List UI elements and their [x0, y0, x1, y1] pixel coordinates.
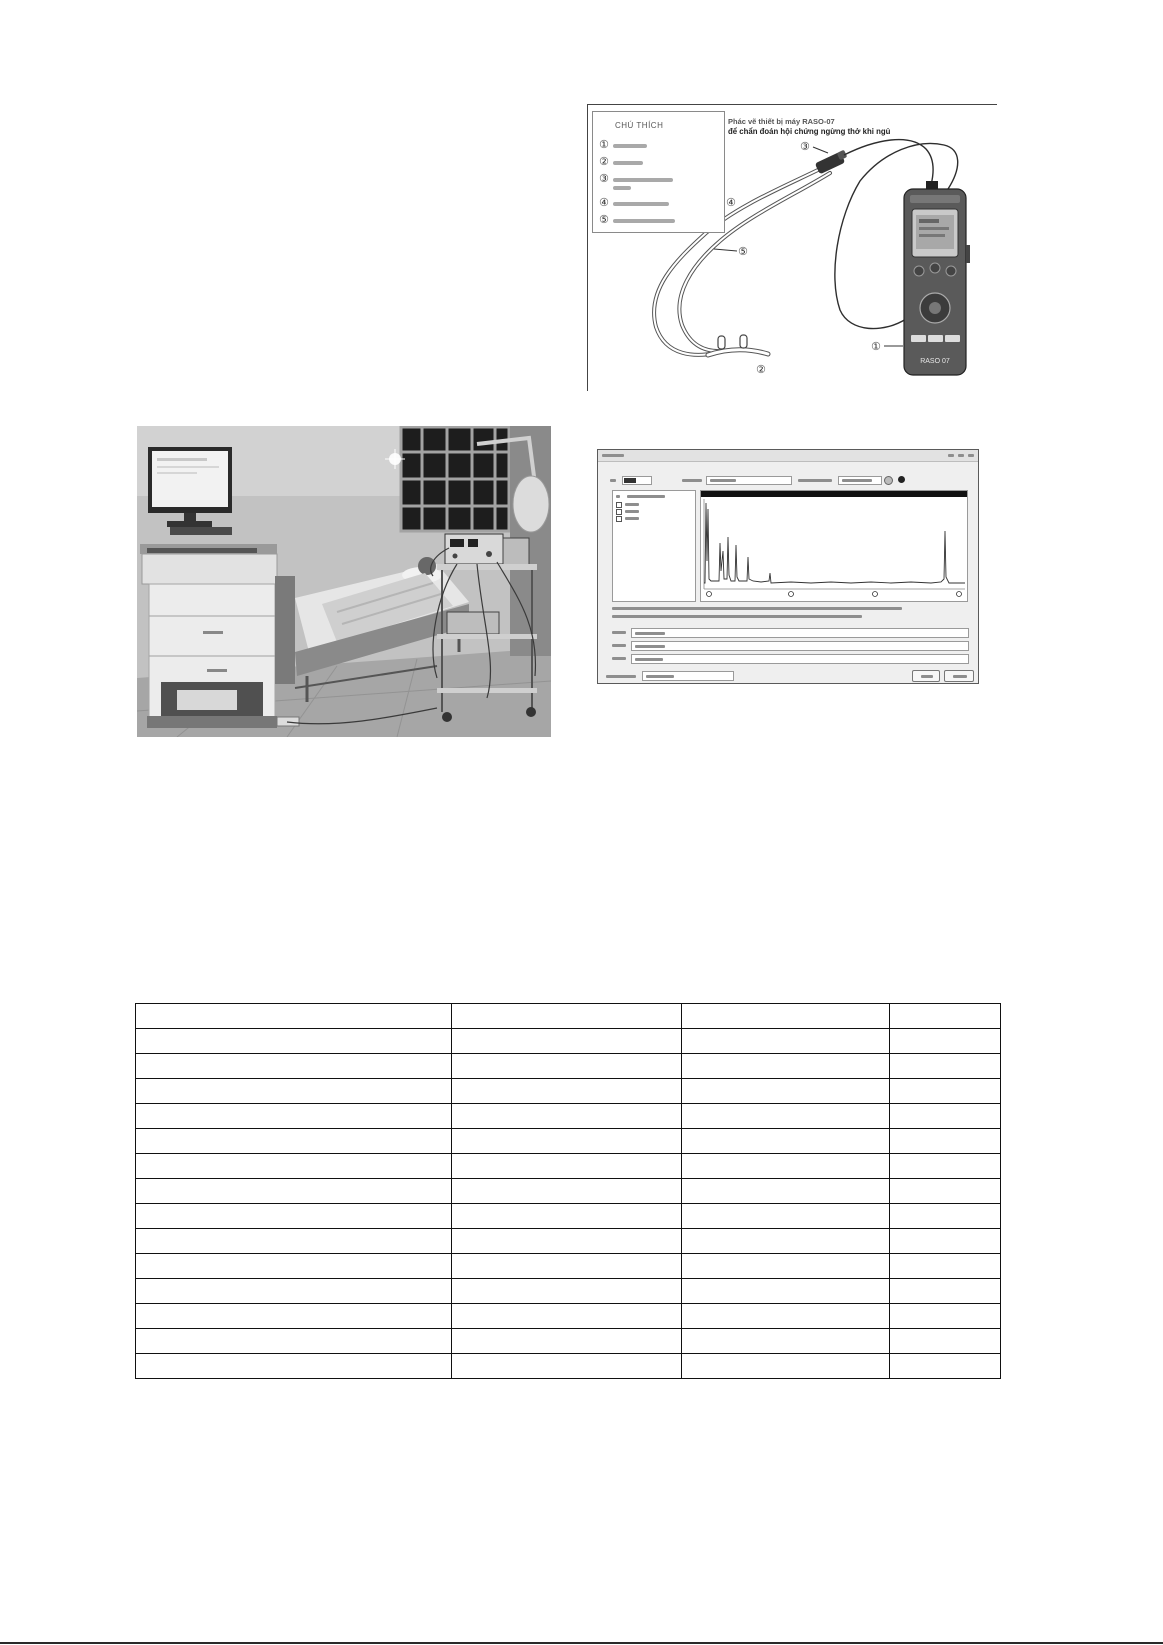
callout-tube-lower: ⑤	[738, 245, 748, 258]
table-cell	[136, 1004, 452, 1029]
save-button	[912, 670, 940, 682]
note-field-3	[631, 654, 969, 664]
illegible-text	[613, 178, 673, 182]
table-row	[136, 1004, 1001, 1029]
diagnosis-dropdown	[642, 671, 734, 681]
table-row	[136, 1179, 1001, 1204]
table-row	[136, 1029, 1001, 1054]
recorder-device	[904, 181, 970, 375]
signal-trace	[704, 503, 965, 583]
data-table-body	[136, 1004, 1001, 1379]
table-row	[136, 1154, 1001, 1179]
table-cell	[890, 1104, 1001, 1129]
analysis-software-screenshot	[597, 449, 979, 684]
table-cell	[890, 1254, 1001, 1279]
table-cell	[452, 1204, 682, 1229]
diagram-legend	[592, 111, 725, 233]
illegible-text	[616, 495, 620, 498]
illegible-text	[606, 675, 636, 678]
table-cell	[452, 1229, 682, 1254]
table-cell	[452, 1329, 682, 1354]
table-row	[136, 1354, 1001, 1379]
table-row	[136, 1279, 1001, 1304]
table-cell	[136, 1329, 452, 1354]
note-field-1	[631, 628, 969, 638]
table-cell	[890, 1329, 1001, 1354]
table-cell	[890, 1229, 1001, 1254]
duration-field	[838, 476, 882, 485]
legend-number: ①	[599, 138, 609, 151]
patient-field	[706, 476, 792, 485]
table-cell	[890, 1004, 1001, 1029]
table-cell	[682, 1254, 890, 1279]
illegible-text	[613, 219, 675, 223]
illegible-text	[627, 495, 665, 498]
table-row	[136, 1054, 1001, 1079]
table-cell	[682, 1079, 890, 1104]
table-row	[136, 1079, 1001, 1104]
channel-checkbox	[616, 509, 622, 515]
illegible-text	[612, 615, 862, 618]
illegible-text	[610, 479, 616, 482]
illegible-text	[602, 454, 624, 457]
table-cell	[682, 1054, 890, 1079]
table-cell	[682, 1129, 890, 1154]
table-cell	[136, 1354, 452, 1379]
legend-title: CHÚ THÍCH	[615, 121, 664, 130]
table-cell	[682, 1279, 890, 1304]
table-cell	[452, 1029, 682, 1054]
illegible-text	[612, 657, 626, 660]
illegible-text	[625, 517, 639, 520]
table-cell	[452, 1254, 682, 1279]
diagram-title: Phác vẽ thiết bị máy RASO-07	[728, 117, 835, 126]
table-row	[136, 1129, 1001, 1154]
table-cell	[890, 1179, 1001, 1204]
table-cell	[890, 1154, 1001, 1179]
illegible-text	[613, 161, 643, 165]
table-cell	[890, 1279, 1001, 1304]
table-cell	[452, 1304, 682, 1329]
table-cell	[682, 1229, 890, 1254]
illegible-text	[953, 675, 967, 678]
table-row	[136, 1229, 1001, 1254]
tube-connector	[815, 150, 848, 175]
record-number-field	[622, 476, 652, 485]
illegible-text	[613, 202, 669, 206]
illegible-text	[710, 479, 736, 482]
table-cell	[890, 1304, 1001, 1329]
table-cell	[136, 1129, 452, 1154]
table-cell	[890, 1204, 1001, 1229]
callout-prongs: ②	[756, 363, 766, 376]
table-cell	[682, 1004, 890, 1029]
table-cell	[452, 1079, 682, 1104]
table-cell	[682, 1204, 890, 1229]
note-field-2	[631, 641, 969, 651]
callout-connector: ③	[800, 140, 810, 153]
signal-trace-drawing	[701, 491, 967, 601]
table-cell	[136, 1104, 452, 1129]
x-axis-tick-markers	[707, 592, 962, 597]
illegible-text	[613, 186, 631, 190]
illegible-text	[625, 510, 639, 513]
illegible-text	[646, 675, 674, 678]
illegible-text	[612, 644, 626, 647]
table-cell	[136, 1254, 452, 1279]
illegible-text	[625, 503, 639, 506]
table-cell	[136, 1054, 452, 1079]
table-cell	[682, 1329, 890, 1354]
data-table	[135, 1003, 1001, 1379]
table-cell	[682, 1029, 890, 1054]
window-titlebar	[598, 450, 978, 462]
table-row	[136, 1254, 1001, 1279]
illegible-text	[635, 632, 665, 635]
table-cell	[682, 1104, 890, 1129]
exit-button	[944, 670, 974, 682]
illegible-text	[613, 144, 647, 148]
table-cell	[682, 1354, 890, 1379]
minimize-icon	[948, 454, 954, 457]
sleep-study-room-photo	[137, 426, 551, 737]
table-row	[136, 1304, 1001, 1329]
table-cell	[682, 1304, 890, 1329]
table-cell	[452, 1129, 682, 1154]
device-label: RASO 07	[920, 358, 950, 365]
table-cell	[136, 1204, 452, 1229]
table-cell	[452, 1154, 682, 1179]
page-bottom-edge	[0, 1642, 1163, 1644]
table-cell	[890, 1054, 1001, 1079]
illegible-text	[798, 479, 832, 482]
channel-list-panel	[612, 490, 696, 602]
channel-checkbox	[616, 502, 622, 508]
table-cell	[452, 1004, 682, 1029]
callout-tube-upper: ④	[726, 196, 736, 209]
table-cell	[890, 1354, 1001, 1379]
illegible-text	[635, 658, 663, 661]
table-cell	[136, 1079, 452, 1104]
table-row	[136, 1329, 1001, 1354]
illegible-text	[682, 479, 702, 482]
field-content	[624, 478, 636, 483]
table-cell	[890, 1129, 1001, 1154]
option-icon	[884, 476, 893, 485]
nasal-prongs	[718, 335, 747, 349]
legend-number: ②	[599, 155, 609, 168]
table-cell	[136, 1029, 452, 1054]
table-cell	[136, 1154, 452, 1179]
legend-number: ⑤	[599, 213, 609, 226]
record-icon	[898, 476, 905, 483]
table-cell	[682, 1154, 890, 1179]
channel-checkbox	[616, 516, 622, 522]
device-diagram-figure	[587, 104, 997, 391]
table-cell	[890, 1079, 1001, 1104]
table-cell	[452, 1054, 682, 1079]
table-row	[136, 1104, 1001, 1129]
callout-device: ①	[871, 340, 881, 353]
maximize-icon	[958, 454, 964, 457]
table-cell	[890, 1029, 1001, 1054]
photo-drawing	[137, 426, 551, 737]
legend-number: ③	[599, 172, 609, 185]
table-cell	[136, 1179, 452, 1204]
table-cell	[136, 1229, 452, 1254]
table-cell	[452, 1104, 682, 1129]
illegible-text	[921, 675, 933, 678]
table-cell	[682, 1179, 890, 1204]
table-cell	[452, 1354, 682, 1379]
table-cell	[136, 1279, 452, 1304]
diagram-subtitle: để chẩn đoán hội chứng ngừng thở khi ngủ	[728, 127, 891, 136]
illegible-text	[842, 479, 872, 482]
signal-chart-panel	[700, 490, 968, 602]
table-cell	[136, 1304, 452, 1329]
illegible-text	[612, 631, 626, 634]
chart-header-band	[701, 491, 967, 497]
table-cell	[452, 1179, 682, 1204]
legend-number: ④	[599, 196, 609, 209]
close-icon	[968, 454, 974, 457]
table-row	[136, 1204, 1001, 1229]
illegible-text	[612, 607, 902, 610]
illegible-text	[635, 645, 665, 648]
table-cell	[452, 1279, 682, 1304]
